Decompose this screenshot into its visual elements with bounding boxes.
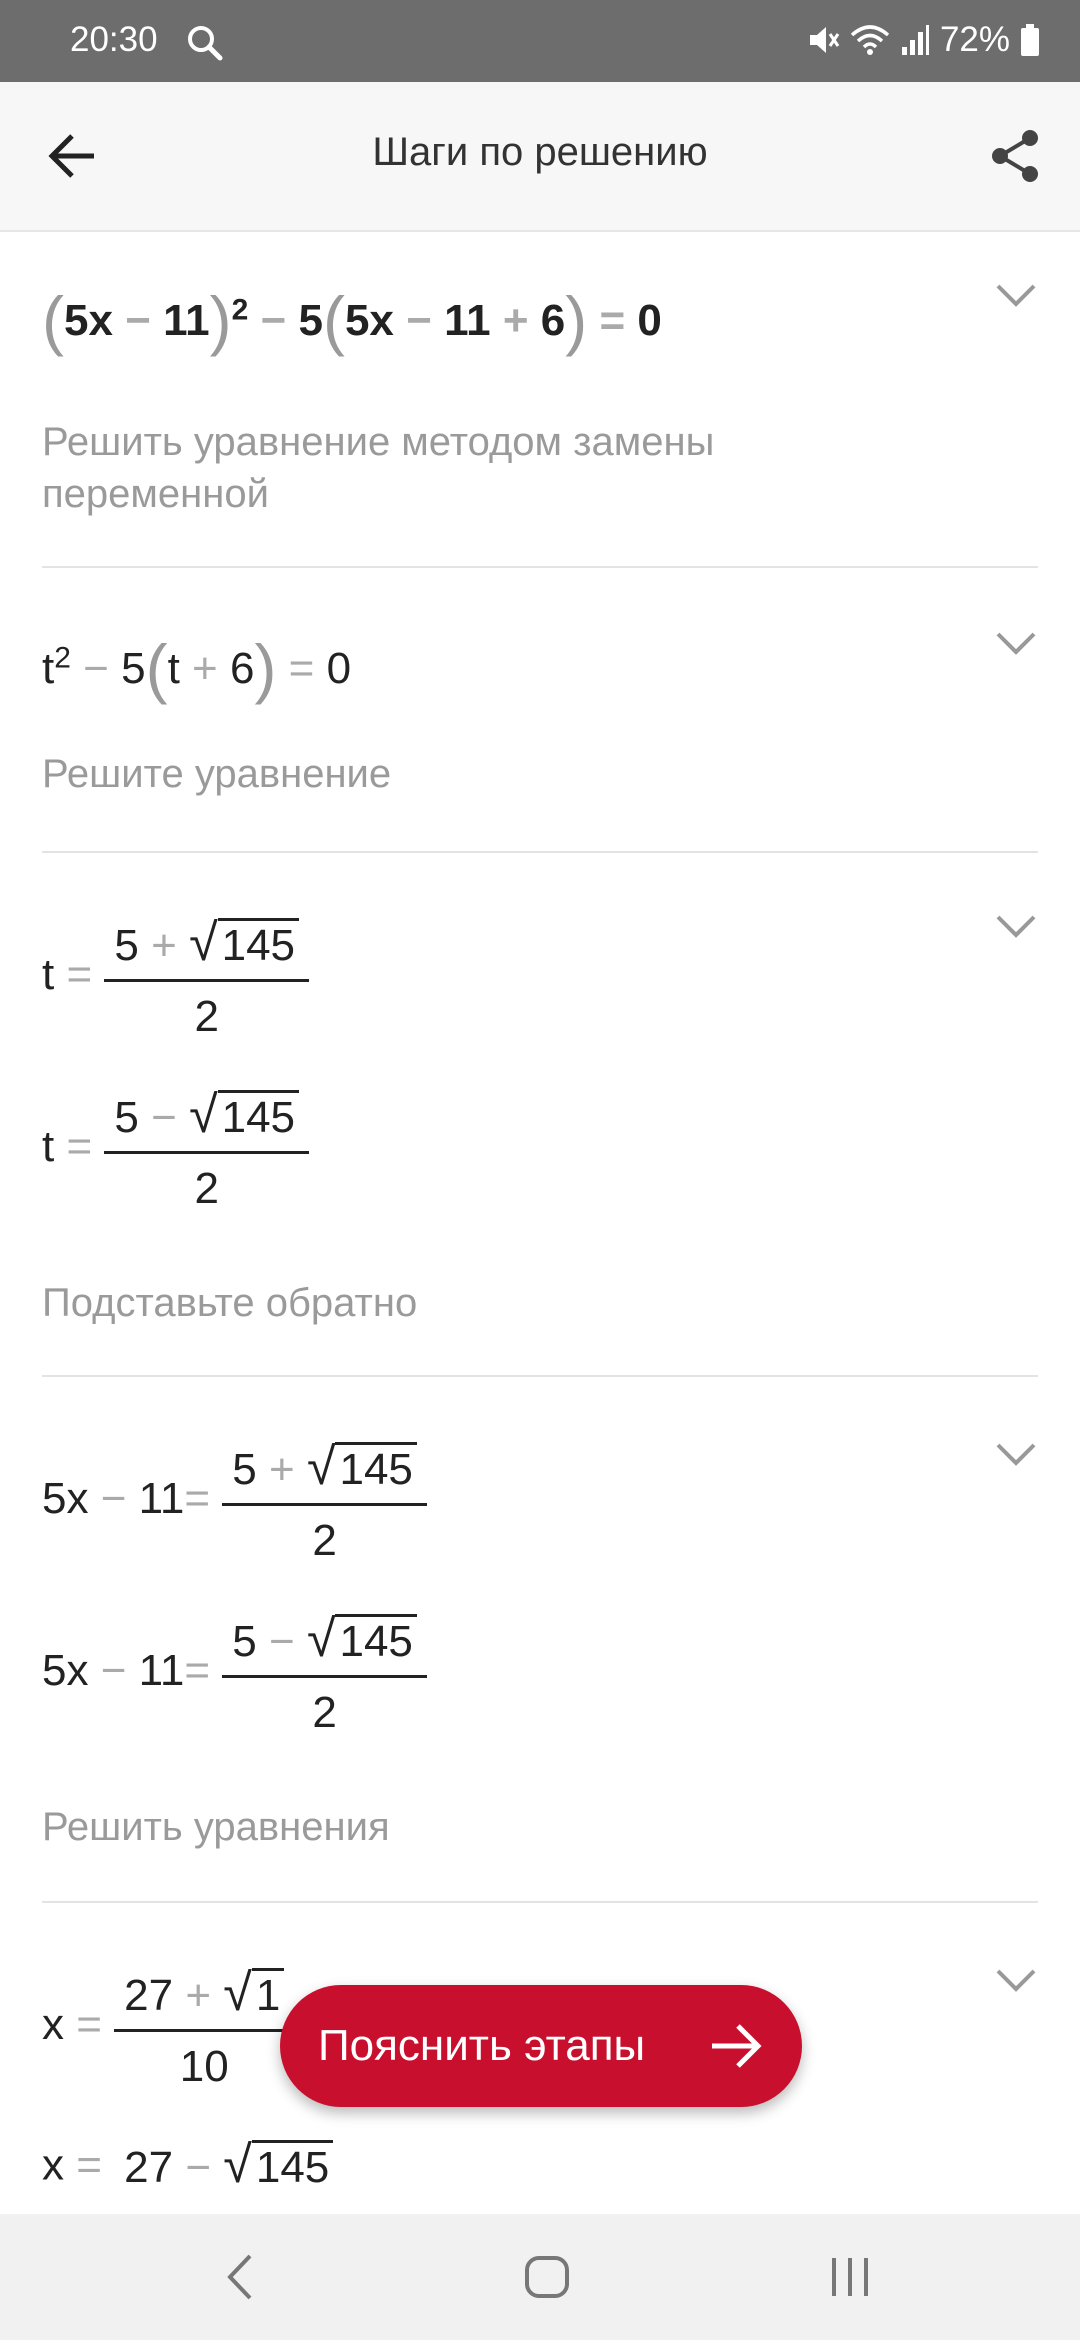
battery-icon (1020, 23, 1040, 57)
step-equation: $t^2 - 5(t + 6) = 0$ (42, 631, 352, 705)
step-equation: $(5x - 11)^2 - 5(5x - 11 + 6) = 0$ (42, 283, 662, 357)
step-equation-line: 5x − 11= $\frac{5 + √145}{2}$ (42, 1437, 427, 1566)
step-equation-line: t = $\frac{5 - √145}{2}$ (42, 1085, 309, 1214)
page-title: Шаги по решению (372, 130, 708, 174)
status-icons (806, 20, 1040, 60)
fraction: $\frac{5 + √145}{2}$ (104, 913, 309, 1042)
explain-steps-button[interactable] (280, 1985, 802, 2107)
wifi-icon (850, 23, 890, 57)
step-equation-line: t = $\frac{5 + √145}{2}$ (42, 913, 309, 1042)
chevron-down-icon[interactable] (994, 1441, 1038, 1469)
step-equation-line: x = 27 − √145 (42, 2135, 343, 2201)
step-2[interactable] (42, 568, 1038, 851)
battery-level: 72% (939, 20, 1010, 59)
step-equation-line: 5x − 11= $\frac{5 - √145}{2}$ (42, 1609, 427, 1738)
chevron-down-icon[interactable] (994, 630, 1038, 658)
arrow-right-icon (710, 2023, 762, 2069)
step-description: Подставьте обратно (42, 1281, 418, 1325)
step-description: Решить уравнение методом замены переменной (42, 420, 715, 516)
nav-home-icon[interactable] (523, 2252, 571, 2307)
step-description: Решить уравнения (42, 1805, 390, 1849)
fraction: $\frac{5 - √145}{2}$ (222, 1609, 427, 1738)
fraction: $\frac{27 + √1}{10}$ (114, 1963, 294, 2092)
signal-icon (900, 23, 930, 57)
nav-back-icon[interactable] (220, 2252, 260, 2307)
step-description: Решите уравнение (42, 752, 392, 796)
step-4[interactable] (42, 1377, 1038, 1901)
share-icon[interactable] (986, 126, 1046, 186)
nav-recent-apps-icon[interactable] (828, 2252, 872, 2307)
app-bar (0, 82, 1080, 232)
explain-steps-label: Пояснить этапы (318, 2021, 646, 2070)
chevron-down-icon[interactable] (994, 282, 1038, 310)
status-bar (0, 0, 1080, 82)
chevron-down-icon[interactable] (994, 913, 1038, 941)
fraction: $\frac{5 + √145}{2}$ (222, 1437, 427, 1566)
system-nav-bar (0, 2214, 1080, 2340)
step-equation-line: x = $\frac{27 + √1}{10}$ (42, 1963, 294, 2092)
fraction: 27 − √145 (114, 2135, 343, 2201)
step-1[interactable] (42, 230, 1038, 566)
fraction: $\frac{5 - √145}{2}$ (104, 1085, 309, 1214)
search-icon (186, 24, 224, 71)
mute-icon (806, 23, 840, 57)
chevron-down-icon[interactable] (994, 1967, 1038, 1995)
status-time: 20:30 (70, 20, 158, 59)
step-3[interactable] (42, 853, 1038, 1375)
